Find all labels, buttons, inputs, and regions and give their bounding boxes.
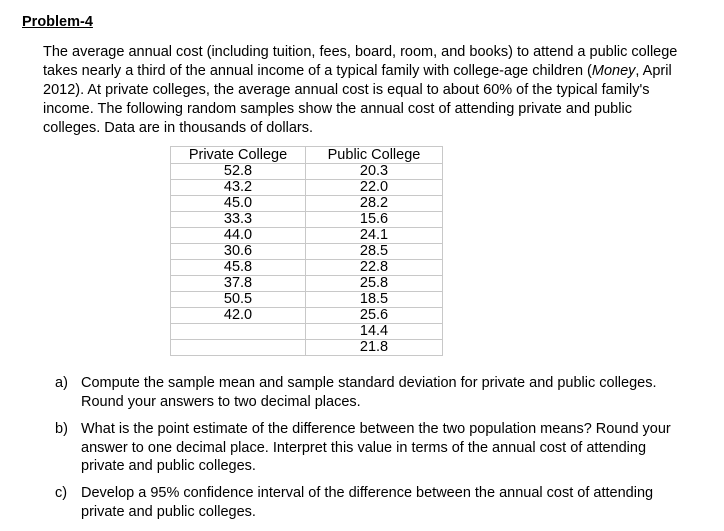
problem-intro xyxy=(43,43,683,138)
header-private-college: Private College xyxy=(171,147,306,164)
table-row xyxy=(171,260,443,276)
question-a xyxy=(55,374,685,411)
private-cost-cell: 42.0 xyxy=(171,308,306,324)
question-b xyxy=(55,420,685,476)
private-cost-cell: 37.8 xyxy=(171,276,306,292)
private-cost-cell: 45.8 xyxy=(171,260,306,276)
intro-text-1: The average annual cost (including tuition, fees, board, room, and books) to attend a public college takes nearly a third of the annual income of a typical family with college-age children ( xyxy=(43,44,678,79)
question-label: c) xyxy=(55,485,68,501)
public-cost-cell: 22.8 xyxy=(306,260,443,276)
table-row xyxy=(171,212,443,228)
table-row xyxy=(171,308,443,324)
table-row xyxy=(171,228,443,244)
table-row xyxy=(171,244,443,260)
question-text: What is the point estimate of the difference between the two population means? Round your answer to one decimal place. Interpret this value in terms of the annual cost of attending private and public colleges. xyxy=(81,421,671,474)
public-cost-cell: 25.8 xyxy=(306,276,443,292)
private-cost-cell: 44.0 xyxy=(171,228,306,244)
problem-heading: Problem-4 xyxy=(22,14,93,30)
private-cost-cell xyxy=(171,340,306,356)
table-row xyxy=(171,180,443,196)
private-cost-cell: 30.6 xyxy=(171,244,306,260)
table-header-row xyxy=(171,147,443,164)
question-label: b) xyxy=(55,421,68,437)
table-row xyxy=(171,276,443,292)
cost-data-table xyxy=(170,146,443,356)
private-cost-cell xyxy=(171,324,306,340)
question-text: Develop a 95% confidence interval of the difference between the annual cost of attending private and public colleges. xyxy=(81,485,654,520)
table-row xyxy=(171,164,443,180)
public-cost-cell: 25.6 xyxy=(306,308,443,324)
public-cost-cell: 22.0 xyxy=(306,180,443,196)
table-row xyxy=(171,340,443,356)
question-c xyxy=(55,484,685,521)
question-text: Compute the sample mean and sample standard deviation for private and public colleges. Round your answers to two decimal places. xyxy=(81,375,657,410)
public-cost-cell: 28.2 xyxy=(306,196,443,212)
intro-text-2: , April 2012). At private colleges, the average annual cost is equal to about 60% of the typical family's income. The following random samples show the annual cost of attending private and public colleges. Data are in thousands of dollars. xyxy=(43,63,672,136)
private-cost-cell: 50.5 xyxy=(171,292,306,308)
private-cost-cell: 52.8 xyxy=(171,164,306,180)
table-row xyxy=(171,292,443,308)
intro-source: Money xyxy=(591,63,636,79)
public-cost-cell: 14.4 xyxy=(306,324,443,340)
public-cost-cell: 21.8 xyxy=(306,340,443,356)
header-public-college: Public College xyxy=(306,147,443,164)
question-label: a) xyxy=(55,375,68,391)
table-row xyxy=(171,324,443,340)
public-cost-cell: 15.6 xyxy=(306,212,443,228)
private-cost-cell: 43.2 xyxy=(171,180,306,196)
public-cost-cell: 20.3 xyxy=(306,164,443,180)
public-cost-cell: 24.1 xyxy=(306,228,443,244)
table-body xyxy=(171,164,443,356)
private-cost-cell: 45.0 xyxy=(171,196,306,212)
public-cost-cell: 28.5 xyxy=(306,244,443,260)
public-cost-cell: 18.5 xyxy=(306,292,443,308)
private-cost-cell: 33.3 xyxy=(171,212,306,228)
table-row xyxy=(171,196,443,212)
